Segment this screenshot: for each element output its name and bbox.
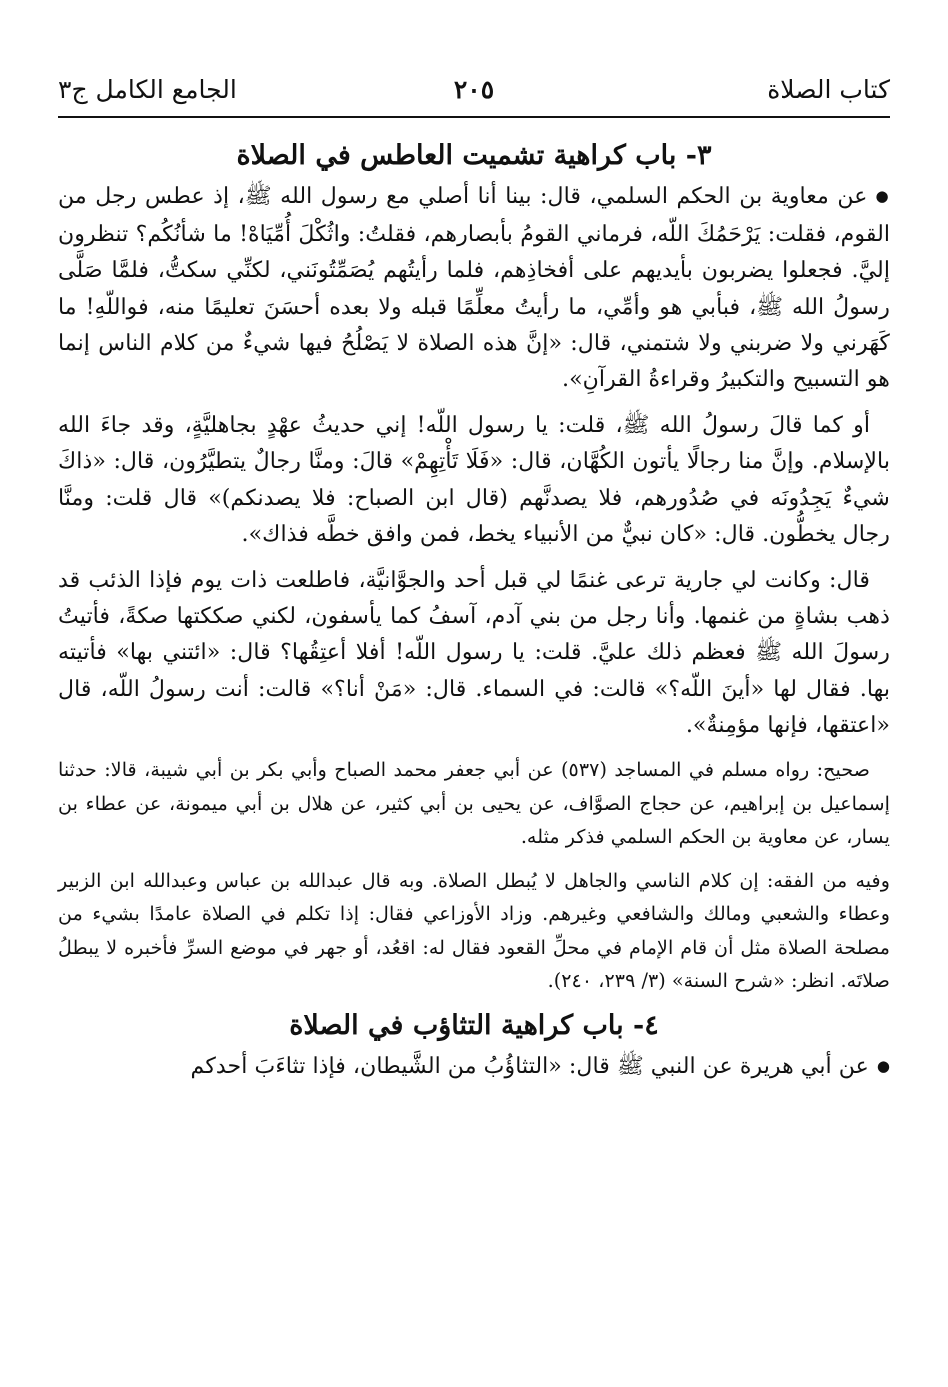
page-number: ٢٠٥ (453, 75, 495, 104)
book-page (58, 70, 890, 1367)
hadith-paragraph-1: ● عن معاوية بن الحكم السلمي، قال: بينا أنا أصلي مع رسول الله ﷺ، إذ عطس رجل من القوم، فقلت: يَرْحَمُكَ اللّه، فرماني القومُ بأبصارهم، فقلتُ: واثُكْلَ أُمِّيَاهْ! ما شأنُكُم؟ تنظرون إليَّ. فجعلوا يضربون بأيديهم على أفخاذِهم، فلما رأيتُهم يُصَمِّتُونَني، لكنِّي سكتُّ، فلمَّا صَلَّى رسولُ الله ﷺ، فبأبي هو وأمِّي، ما رأيتُ معلِّمًا قبله ولا بعده أحسَنَ تعليمًا منه، فواللّهِ! ما كَهَرني ولا ضربني ولا شتمني، قال: «إنَّ هذه الصلاة لا يَصْلُحُ فيها شيءٌ من كلام الناس إنما هو التسبيح والتكبيرُ وقراءةُ القرآنِ». (58, 178, 890, 397)
header-volume-title: الجامع الكامل ج٣ (58, 75, 237, 104)
running-header (58, 70, 890, 110)
header-divider (58, 116, 890, 118)
chapter-4-title: ٤- باب كراهية التثاؤب في الصلاة (289, 1009, 659, 1041)
chapter-3-title: ٣- باب كراهية تشميت العاطس في الصلاة (236, 140, 712, 171)
hadith-paragraph-2: أو كما قالَ رسولُ الله ﷺ، قلت: يا رسول اللّه! إني حديثُ عهْدٍ بجاهليَّةٍ، وقد جاءَ الله بالإسلام. وإنَّ منا رجالًا يأتون الكُهَّان، قال: «فَلَا تَأْتِهِمْ» قالَ: ومنَّا رجالٌ يتطيَّرُون، قال: «ذاكَ شيءٌ يَجِدُونَه في صُدُورهم، فلا يصدنَّهم (قال ابن الصباح: فلا يصدنكم)» قال قلت: ومنَّا رجال يخطُّون. قال: «كان نبيٌّ من الأنبياء يخط، فمن وافق خطَّه فذاك». (58, 412, 890, 547)
header-section-title: كتاب الصلاة (767, 75, 890, 104)
takhrij-note: صحيح: رواه مسلم في المساجد (٥٣٧) عن أبي جعفر محمد الصباح وأبي بكر بن أبي شيبة، قالا: حدثنا إسماعيل بن إبراهيم، عن حجاج الصوَّاف، عن يحيى بن أبي كثير، عن هلال بن أبي ميمونة، عن عطاء بن يسار، عن معاوية بن الحكم السلمي فذكر مثله. (58, 758, 890, 849)
fiqh-note: وفيه من الفقه: إن كلام الناسي والجاهل لا يُبطل الصلاة. وبه قال عبدالله بن عباس وعبدالله ابن الزبير وعطاء والشعبي ومالك والشافعي وغيرهم. وزاد الأوزاعي فقال: إذا تكلم في الصلاة عامدًا بشيء من مصلحة الصلاة مثل أن قام الإمام في محلِّ القعود فقال له: اقعُد، أو جهر في موضع السرِّ فأخبره لا يبطلُ صلاتَه. انظر: «شرح السنة» (٣/ ٢٣٩، ٢٤٠). (58, 868, 890, 993)
hadith-paragraph-3: قال: وكانت لي جارية ترعى غنمًا لي قبل أحد والجوَّانيَّة، فاطلعت ذات يوم فإذا الذئب قد ذهب بشاةٍ من غنمها. وأنا رجل من بني آدم، آسفُ كما يأسفون، لكني صككتها صكةً، فأتيتُ رسولَ الله ﷺ فعظم ذلك عليَّ. قلت: يا رسول اللّه! أفلا أعتِقُها؟ قال: «ائتني بها» فأتيته بها. فقال لها «أينَ اللّه؟» قالت: في السماء. قال: «مَنْ أنا؟» قالت: أنت رسولُ اللّه، قال «اعتقها، فإنها مؤمِنةٌ». (58, 567, 890, 738)
hadith-paragraph-4: ● عن أبي هريرة عن النبي ﷺ قال: «التثاؤُبُ من الشَّيطان، فإذا تثاءَبَ أحدكم (58, 1048, 890, 1086)
